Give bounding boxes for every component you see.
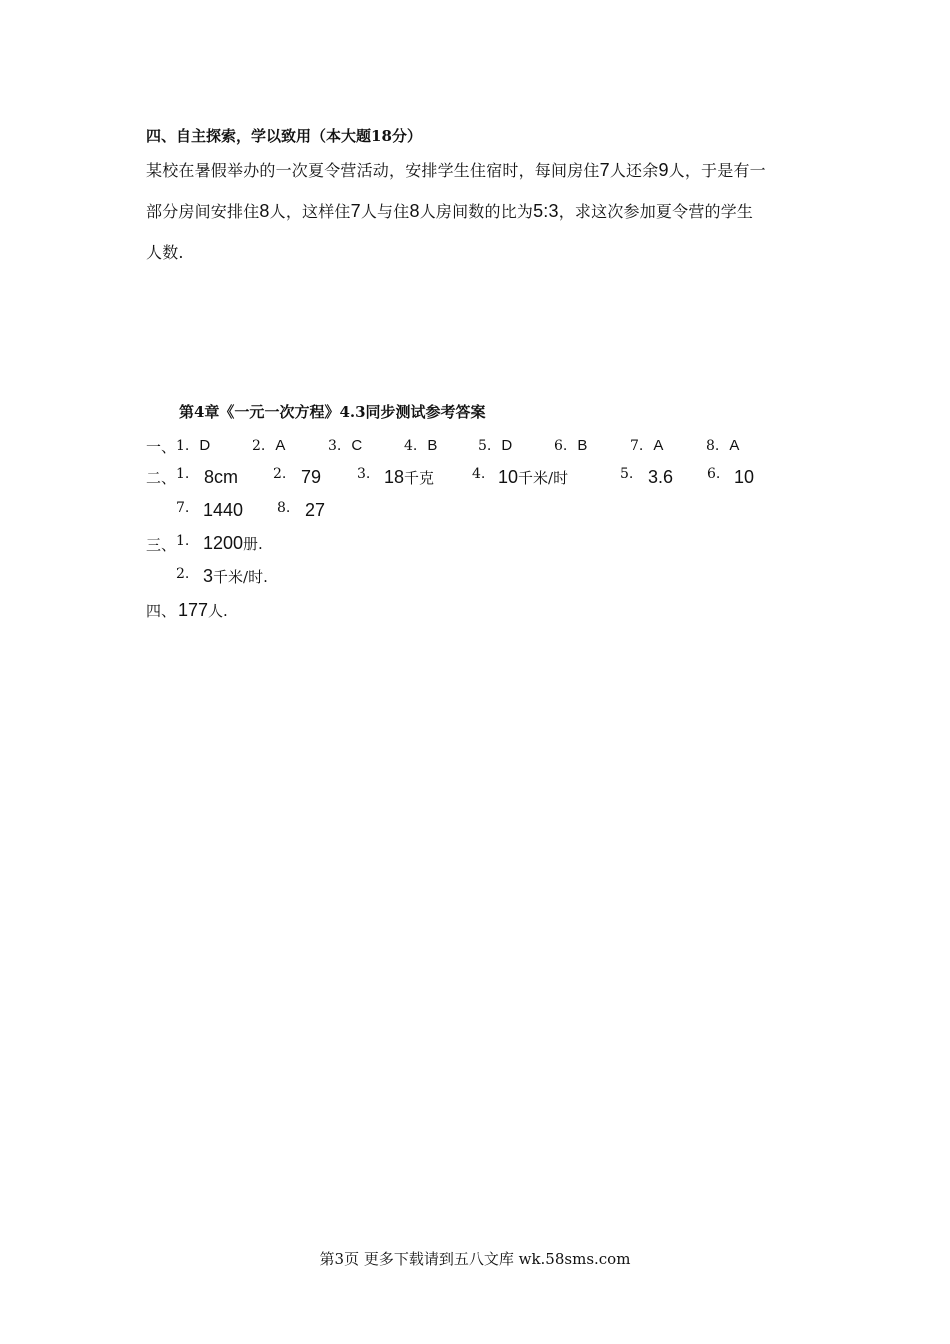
item-index: 4. — [404, 438, 418, 454]
item-index: 3. — [357, 466, 371, 482]
item-index: 1. — [176, 533, 190, 549]
answer-unit: 千米/时 — [518, 469, 569, 487]
answer-value: 10 — [734, 467, 755, 487]
item-index: 1. — [176, 466, 190, 482]
problem-line-2 — [146, 191, 818, 232]
item-index: 4. — [472, 466, 486, 482]
answer-item — [404, 436, 437, 454]
choice-answer: B — [577, 437, 588, 454]
problem-number: 7 — [599, 160, 610, 180]
solution-answer — [203, 533, 263, 554]
answer-item — [176, 436, 210, 454]
answer-item — [554, 436, 587, 454]
item-index: 1. — [176, 438, 190, 454]
answer-value: 8cm — [204, 467, 239, 487]
fill-answer — [305, 500, 325, 521]
answer-value: 1200 — [203, 533, 244, 553]
problem-line-3: 人数. — [146, 243, 184, 262]
item-index: 5. — [620, 466, 634, 482]
part2-label: 二、 — [146, 469, 177, 487]
problem-text-segment: 人还余 — [609, 161, 659, 180]
answer-value: 3 — [203, 566, 214, 586]
fill-answer — [204, 467, 238, 488]
fill-answer — [301, 467, 321, 488]
item-index: 7. — [176, 500, 190, 516]
solution-answer — [178, 600, 228, 621]
problem-text-segment: 部分房间安排住 — [146, 202, 260, 221]
answer-value: 18 — [384, 467, 405, 487]
fill-answer — [384, 467, 434, 488]
fill-answer — [734, 467, 754, 488]
answer-value: 3.6 — [648, 467, 674, 487]
choice-answer: B — [427, 437, 438, 454]
item-index: 2. — [273, 466, 287, 482]
answer-unit: 千米/时. — [213, 568, 268, 586]
item-index: 7. — [630, 438, 644, 454]
answer-unit: 册. — [243, 535, 263, 553]
part3-label: 三、 — [146, 536, 177, 554]
item-index: 6. — [554, 438, 568, 454]
problem-text-segment: 人，这样住 — [269, 202, 351, 221]
problem-number: 9 — [658, 160, 669, 180]
answer-value: 79 — [301, 467, 322, 487]
item-index: 5. — [478, 438, 492, 454]
problem-number: 8 — [259, 201, 270, 221]
choice-answer: A — [275, 437, 286, 454]
problem-text-segment: ，求这次参加夏令营的学生 — [558, 202, 754, 221]
answer-value: 177 — [178, 600, 209, 620]
section-title: 四、自主探索，学以致用（本大题18分） — [146, 127, 422, 145]
problem-number: 7 — [350, 201, 361, 221]
item-index: 6. — [707, 466, 721, 482]
answer-value: 1440 — [203, 500, 244, 520]
problem-text-segment: 人，于是有一 — [668, 161, 766, 180]
item-index: 2. — [252, 438, 266, 454]
answer-item — [252, 436, 285, 454]
problem-ratio: 5:3 — [533, 201, 559, 221]
part4-label: 四、 — [146, 602, 177, 620]
choice-answer: A — [729, 437, 740, 454]
answer-item — [706, 436, 739, 454]
choice-answer: D — [501, 437, 513, 454]
answer-unit: 人. — [208, 602, 228, 620]
page-footer: 第3页 更多下载请到五八文库 wk.58sms.com — [319, 1250, 631, 1268]
answer-unit: 千克 — [404, 469, 435, 487]
answer-key-title: 第4章《一元一次方程》4.3同步测试参考答案 — [179, 403, 486, 421]
answer-item — [630, 436, 663, 454]
item-index: 8. — [277, 500, 291, 516]
problem-text-segment: 某校在暑假举办的一次夏令营活动，安排学生住宿时，每间房住 — [146, 161, 600, 180]
choice-answer: D — [199, 437, 211, 454]
solution-answer — [203, 566, 268, 587]
fill-answer — [648, 467, 673, 488]
problem-text-segment: 人房间数的比为 — [419, 202, 534, 221]
answer-value: 27 — [305, 500, 326, 520]
item-index: 3. — [328, 438, 342, 454]
choice-answer: A — [653, 437, 664, 454]
choice-answer: C — [351, 437, 363, 454]
problem-text-segment: 人与住 — [360, 202, 410, 221]
problem-line-1 — [146, 150, 818, 191]
answer-item — [328, 436, 362, 454]
item-index: 2. — [176, 566, 190, 582]
fill-answer — [498, 467, 568, 488]
problem-text — [146, 150, 818, 273]
answer-item — [478, 436, 512, 454]
item-index: 8. — [706, 438, 720, 454]
problem-number: 8 — [409, 201, 420, 221]
fill-answer — [203, 500, 243, 521]
answer-value: 10 — [498, 467, 519, 487]
part1-label: 一、 — [146, 438, 177, 456]
